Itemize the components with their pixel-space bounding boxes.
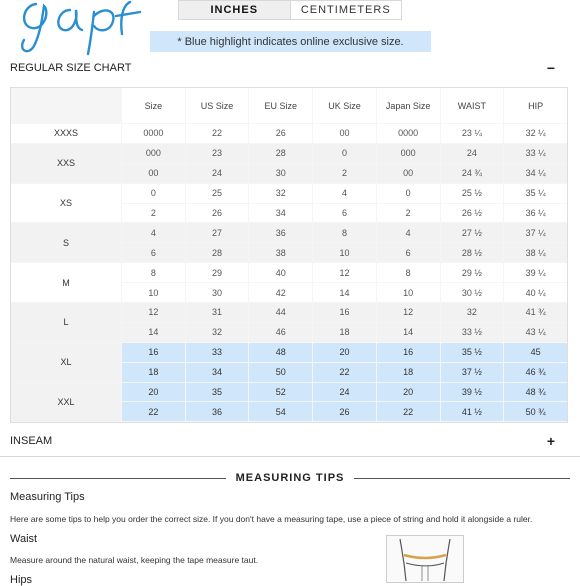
table-cell: 36 (249, 223, 312, 242)
collapse-icon[interactable]: − (546, 60, 556, 76)
table-cell: 0 (313, 144, 376, 163)
table-cell: 4 (313, 184, 376, 203)
table-row (11, 383, 567, 402)
size-label: XS (11, 184, 121, 223)
unit-toggle (178, 0, 402, 20)
table-cell: 16 (122, 343, 185, 362)
table-cell: 20 (122, 383, 185, 402)
table-cell: 35 ¼ (504, 184, 567, 203)
table-cell: 8 (122, 263, 185, 282)
table-cell: 2 (313, 164, 376, 183)
section-title: REGULAR SIZE CHART (10, 62, 132, 74)
tips-intro: Here are some tips to help you order the correct size. If you don't have a measuring tape, use a piece of string and hold it alongside a ruler. (10, 514, 533, 524)
table-cell: 34 (186, 363, 249, 382)
table-cell: 41 ¾ (504, 303, 567, 322)
size-chart-table (10, 87, 568, 422)
inseam-header[interactable] (10, 431, 558, 451)
table-corner (11, 88, 121, 123)
column-header: WAIST (441, 88, 504, 123)
table-cell: 16 (313, 303, 376, 322)
table-cell: 2 (377, 204, 440, 223)
table-cell: 38 ¼ (504, 243, 567, 262)
table-cell: 0 (122, 184, 185, 203)
table-cell: 29 (186, 263, 249, 282)
table-cell: 24 (186, 164, 249, 183)
table-cell: 35 ½ (441, 343, 504, 362)
table-cell: 20 (313, 343, 376, 362)
table-cell: 43 ¼ (504, 323, 567, 342)
column-header: Japan Size (377, 88, 440, 123)
table-cell: 39 ¼ (504, 263, 567, 282)
table-cell: 33 ¼ (504, 144, 567, 163)
table-cell: 12 (313, 263, 376, 282)
table-cell: 28 (186, 243, 249, 262)
column-header: Size (122, 88, 185, 123)
table-cell: 00 (377, 164, 440, 183)
column-header: US Size (186, 88, 249, 123)
table-cell: 50 ¾ (504, 402, 567, 421)
table-cell: 8 (377, 263, 440, 282)
heading-text: MEASURING TIPS (235, 472, 345, 484)
table-cell: 27 (186, 223, 249, 242)
table-cell: 32 (186, 323, 249, 342)
table-cell: 41 ½ (441, 402, 504, 421)
table-cell: 48 ¾ (504, 383, 567, 402)
tab-inches[interactable]: INCHES (178, 0, 291, 20)
size-label: XXS (11, 144, 121, 183)
table-row (11, 263, 567, 282)
table-cell: 0000 (122, 124, 185, 143)
table-cell: 39 ½ (441, 383, 504, 402)
table-cell: 18 (313, 323, 376, 342)
table-cell: 18 (377, 363, 440, 382)
table-cell: 6 (377, 243, 440, 262)
table-cell: 32 (441, 303, 504, 322)
tab-centimeters[interactable]: CENTIMETERS (291, 0, 403, 20)
table-cell: 25 ½ (441, 184, 504, 203)
table-cell: 28 ½ (441, 243, 504, 262)
online-exclusive-note: * Blue highlight indicates online exclusive size. (150, 31, 431, 52)
table-cell: 0000 (377, 124, 440, 143)
table-cell: 40 (249, 263, 312, 282)
table-cell: 10 (377, 283, 440, 302)
table-cell: 22 (122, 402, 185, 421)
divider (0, 456, 580, 457)
table-cell: 27 ½ (441, 223, 504, 242)
table-cell: 2 (122, 204, 185, 223)
waist-text: Measure around the natural waist, keeping the tape measure taut. (10, 555, 259, 565)
table-cell: 35 (186, 383, 249, 402)
hips-title: Hips (10, 574, 33, 586)
table-cell: 38 (249, 243, 312, 262)
table-cell: 52 (249, 383, 312, 402)
column-header: HIP (504, 88, 567, 123)
table-row (11, 223, 567, 242)
table-cell: 0 (377, 184, 440, 203)
table-cell: 33 (186, 343, 249, 362)
table-cell: 6 (122, 243, 185, 262)
column-header: UK Size (313, 88, 376, 123)
table-cell: 000 (377, 144, 440, 163)
table-cell: 6 (313, 204, 376, 223)
table-row (11, 303, 567, 322)
table-cell: 8 (313, 223, 376, 242)
heading-rule (10, 478, 226, 479)
table-cell: 4 (377, 223, 440, 242)
table-cell: 50 (249, 363, 312, 382)
table-cell: 30 (186, 283, 249, 302)
table-cell: 22 (377, 402, 440, 421)
table-cell: 23 ¼ (441, 124, 504, 143)
table-cell: 36 (186, 402, 249, 421)
table-cell: 44 (249, 303, 312, 322)
table-cell: 46 (249, 323, 312, 342)
table-cell: 26 (186, 204, 249, 223)
table-cell: 22 (313, 363, 376, 382)
table-cell: 24 (313, 383, 376, 402)
table-cell: 46 ¾ (504, 363, 567, 382)
table-cell: 4 (122, 223, 185, 242)
table-cell: 37 ½ (441, 363, 504, 382)
table-cell: 23 (186, 144, 249, 163)
table-cell: 00 (122, 164, 185, 183)
table-cell: 48 (249, 343, 312, 362)
table-cell: 12 (377, 303, 440, 322)
table-cell: 26 (249, 124, 312, 143)
table-header-row (11, 88, 567, 123)
table-cell: 30 (249, 164, 312, 183)
size-label: L (11, 303, 121, 342)
waist-title: Waist (10, 533, 38, 545)
table-row (11, 184, 567, 203)
table-cell: 30 ½ (441, 283, 504, 302)
tips-subtitle: Measuring Tips (10, 491, 85, 503)
table-cell: 34 ¼ (504, 164, 567, 183)
table-cell: 12 (122, 303, 185, 322)
table-cell: 20 (377, 383, 440, 402)
table-cell: 26 ½ (441, 204, 504, 223)
column-header: EU Size (249, 88, 312, 123)
size-label: XXL (11, 383, 121, 422)
table-cell: 24 (441, 144, 504, 163)
table-cell: 40 ¼ (504, 283, 567, 302)
table-cell: 16 (377, 343, 440, 362)
table-cell: 14 (122, 323, 185, 342)
size-label: XL (11, 343, 121, 382)
section-title: INSEAM (10, 435, 53, 447)
table-cell: 37 ¼ (504, 223, 567, 242)
expand-icon[interactable]: + (546, 433, 556, 449)
size-label: S (11, 223, 121, 262)
waist-illustration-icon (386, 535, 464, 583)
table-cell: 10 (313, 243, 376, 262)
table-cell: 29 ½ (441, 263, 504, 282)
table-row (11, 144, 567, 163)
table-cell: 32 ¼ (504, 124, 567, 143)
table-row (11, 343, 567, 362)
regular-size-chart-header[interactable] (10, 58, 558, 78)
table-cell: 45 (504, 343, 567, 362)
table-cell: 36 ¼ (504, 204, 567, 223)
table-cell: 18 (122, 363, 185, 382)
table-cell: 31 (186, 303, 249, 322)
size-label: XXXS (11, 124, 121, 143)
table-cell: 14 (313, 283, 376, 302)
table-cell: 34 (249, 204, 312, 223)
table-cell: 26 (313, 402, 376, 421)
table-cell: 33 ½ (441, 323, 504, 342)
table-cell: 00 (313, 124, 376, 143)
table-cell: 24 ¾ (441, 164, 504, 183)
size-label: M (11, 263, 121, 302)
table-cell: 000 (122, 144, 185, 163)
table-cell: 28 (249, 144, 312, 163)
table-cell: 10 (122, 283, 185, 302)
measuring-tips-heading (0, 470, 580, 486)
table-cell: 32 (249, 184, 312, 203)
table-cell: 25 (186, 184, 249, 203)
gap-logo (14, 0, 144, 56)
table-cell: 42 (249, 283, 312, 302)
table-cell: 14 (377, 323, 440, 342)
heading-rule (354, 478, 570, 479)
table-cell: 22 (186, 124, 249, 143)
table-cell: 54 (249, 402, 312, 421)
table-row (11, 124, 567, 143)
